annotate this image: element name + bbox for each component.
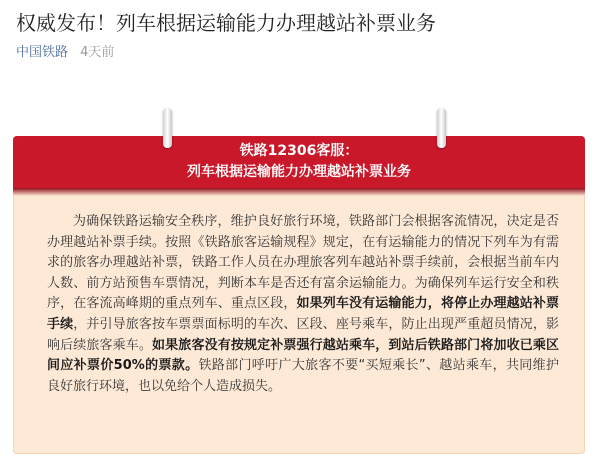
body-text-3: 铁路部门呼吁广大旅客不要“买短乘长”、越站乘车，共同维护良好旅行环境，也以免给个人造成损失。: [47, 358, 559, 394]
notice-header: [13, 136, 585, 188]
article-meta: [16, 44, 114, 62]
notice-header-line2: 列车根据运输能力办理越站补票业务: [187, 164, 411, 180]
body-text-2: ，并引导旅客按车票票面标明的车次、区段、座号乘车，防止出现严重超员情况，影响后续旅客乘车。: [47, 316, 559, 353]
right-pin-icon: [437, 108, 446, 148]
article-title: 权威发布！列车根据运输能力办理越站补票业务: [16, 11, 436, 35]
publish-time: 4天前: [80, 45, 115, 60]
notice-card: [13, 136, 585, 454]
header-shadow-ribbon: [13, 188, 585, 196]
source-link[interactable]: 中国铁路: [16, 45, 69, 60]
left-pin-icon: [163, 108, 172, 148]
notice-header-line1: 铁路12306客服：: [239, 143, 359, 159]
body-bold-2: 如果旅客没有按规定补票强行越站乘车，到站后铁路部门将加收已乘区间应补票价50%的票款。: [47, 337, 559, 374]
body-text-1: 为确保铁路运输安全秩序，维护良好旅行环境，铁路部门会根据客流情况，决定是否办理越站补票手续。按照《铁路旅客运输规程》规定，在有运输能力的情况下列车为有需求的旅客办理越站补票，铁路工作人员在办理旅客列车越站补票手续前，会根据当前车内人数、前方站预售车票情况，判断本车是否还有富余运输能力。为确保列车运行安全和秩序，在客流高峰期的重点列车、重点区段，: [47, 214, 559, 312]
body-bold-1: 如果列车没有运输能力，将停止办理越站补票手续: [47, 296, 559, 332]
notice-body: [47, 212, 559, 397]
